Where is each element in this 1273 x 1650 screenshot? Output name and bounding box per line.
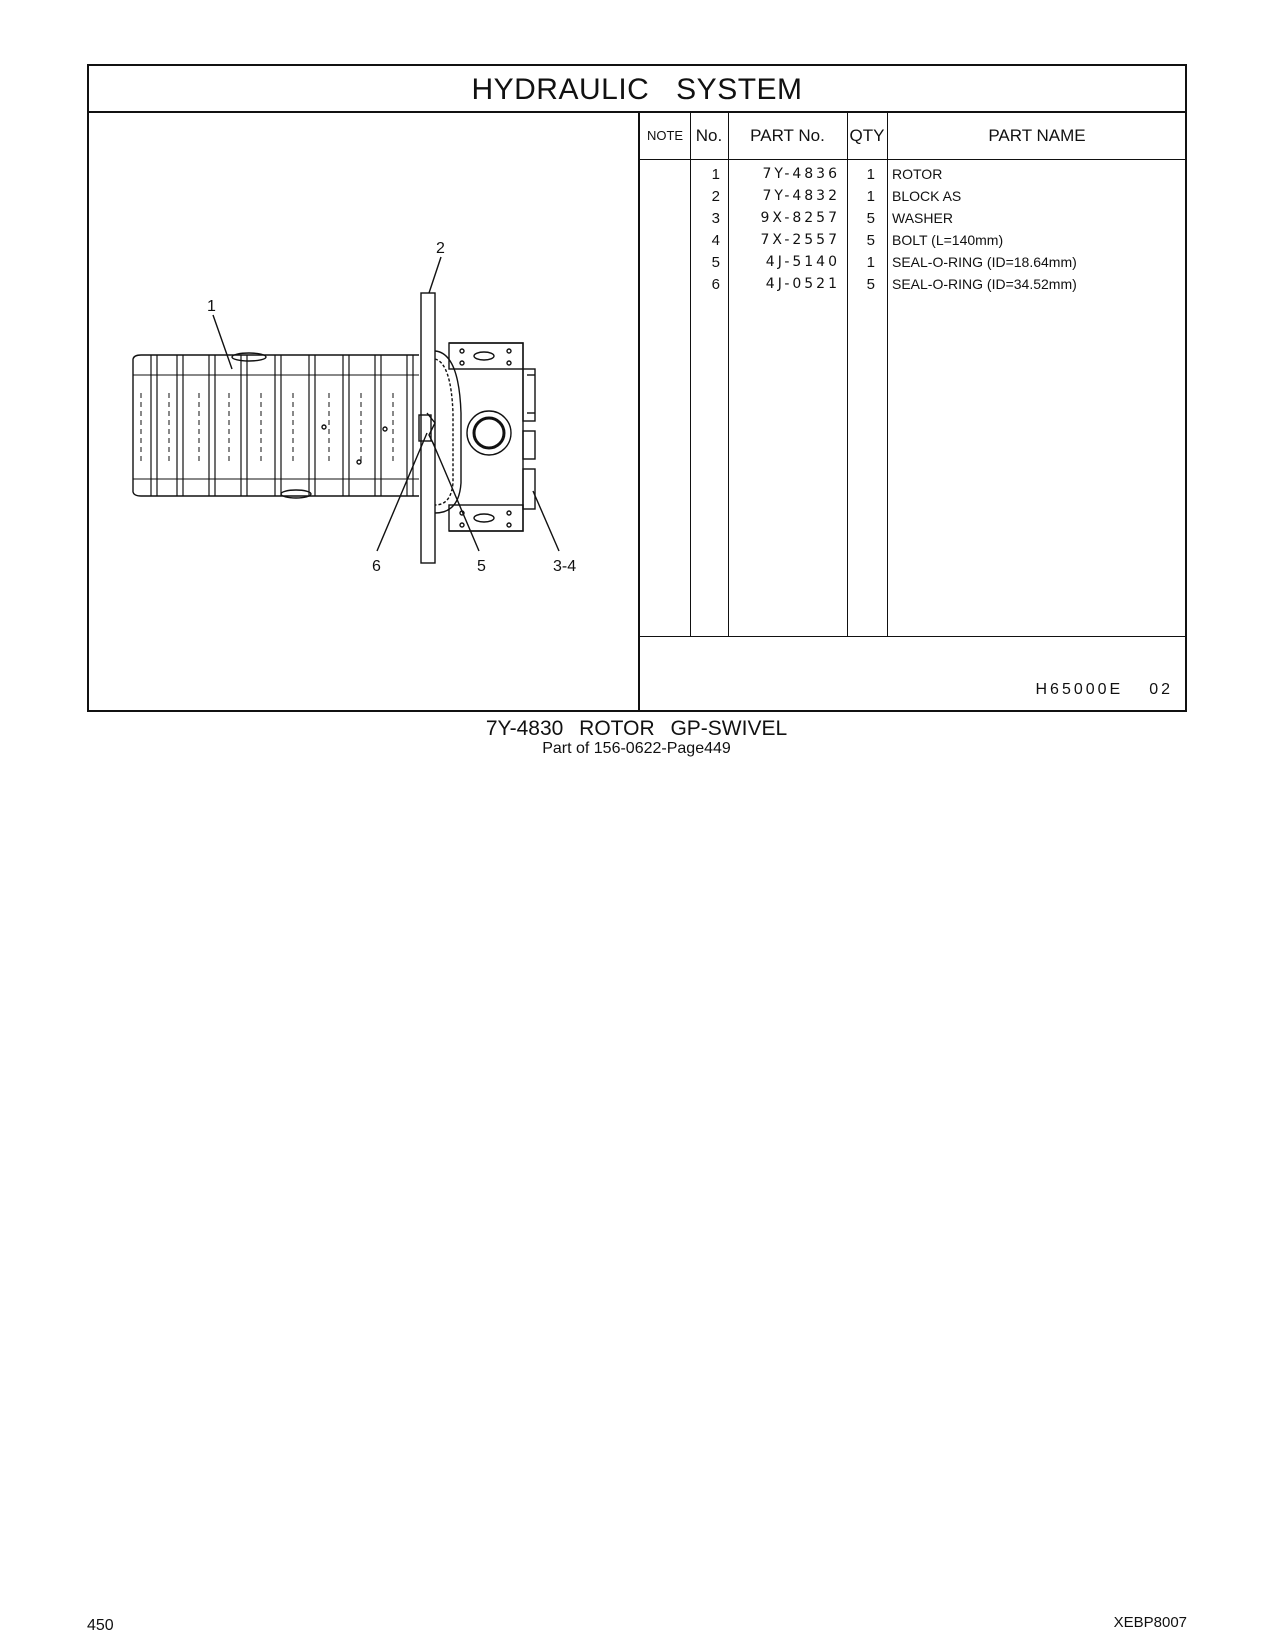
row-qty: 1 (866, 254, 875, 271)
rotor-group-drawing (89, 113, 638, 710)
row-part-name: SEAL-O-RING (ID=34.52mm) (892, 276, 1077, 292)
header-qty: QTY (849, 126, 885, 145)
row-no: 1 (711, 166, 720, 183)
header-part-name: PART NAME (988, 126, 1086, 145)
row-part-no: 4J-0521 (765, 276, 840, 292)
header-no: No. (695, 126, 723, 145)
row-qty: 5 (866, 232, 875, 249)
parts-frame (87, 64, 1187, 712)
group-subcaption: Part of 156-0622-Page449 (542, 740, 731, 757)
row-no: 3 (711, 210, 720, 227)
row-part-name: ROTOR (892, 166, 943, 182)
parts-illustration (89, 113, 640, 712)
table-bottom-divider (640, 636, 1187, 637)
callout-1: 1 (207, 298, 216, 315)
row-no: 4 (711, 232, 720, 249)
section-title: HYDRAULIC SYSTEM (89, 66, 1185, 113)
row-no: 5 (711, 254, 720, 271)
row-qty: 5 (866, 210, 875, 227)
row-no: 2 (711, 188, 720, 205)
document-code: XEBP8007 (1113, 1614, 1187, 1631)
row-part-no: 7Y-4832 (762, 188, 840, 204)
row-qty: 1 (866, 166, 875, 183)
callout-3-4: 3-4 (553, 558, 577, 575)
row-qty: 1 (866, 188, 875, 205)
group-caption: 7Y-4830 ROTOR GP-SWIVEL (485, 717, 788, 740)
table-row (640, 229, 1187, 252)
row-no: 6 (711, 276, 720, 293)
table-row (640, 163, 1187, 186)
table-row (640, 251, 1187, 274)
footer-code: H65000E (1035, 681, 1124, 698)
row-part-no: 7X-2557 (760, 232, 840, 248)
row-part-no: 9X-8257 (760, 210, 840, 226)
row-part-name: WASHER (892, 210, 953, 226)
table-row (640, 273, 1187, 296)
row-part-no: 7Y-4836 (762, 166, 840, 182)
row-qty: 5 (866, 276, 875, 293)
callout-6: 6 (372, 558, 381, 575)
header-note: NOTE (646, 128, 684, 143)
header-part-no: PART No. (750, 126, 825, 145)
callout-2: 2 (436, 240, 445, 257)
table-row (640, 185, 1187, 208)
illustration-code (1035, 681, 1173, 699)
page-number: 450 (87, 1617, 114, 1634)
footer-rev: 02 (1149, 681, 1173, 698)
header-divider (640, 159, 1187, 160)
row-part-name: BOLT (L=140mm) (892, 232, 1004, 248)
parts-table (640, 113, 1187, 712)
row-part-no: 4J-5140 (765, 254, 840, 270)
callout-5: 5 (477, 558, 486, 575)
row-part-name: SEAL-O-RING (ID=18.64mm) (892, 254, 1077, 270)
table-row (640, 207, 1187, 230)
row-part-name: BLOCK AS (892, 188, 962, 204)
